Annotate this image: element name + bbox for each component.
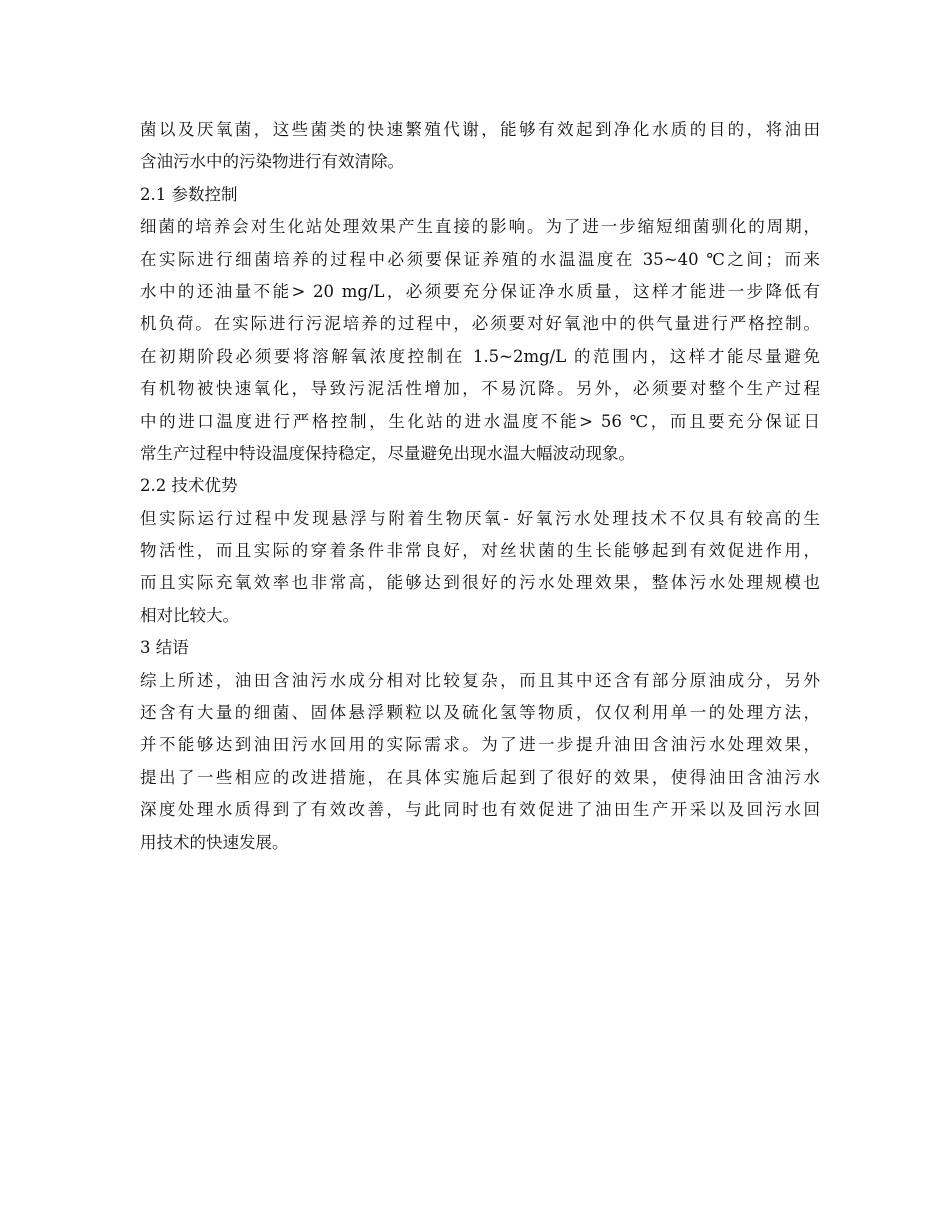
text-line: 物活性，而且实际的穿着条件非常良好，对丝状菌的生长能够起到有效促进作用，	[140, 541, 820, 561]
text-line: 机负荷。在实际进行污泥培养的过程中，必须要对好氧池中的供气量进行严格控制。	[140, 314, 820, 334]
text-line: 但实际运行过程中发现悬浮与附着生物厌氧- 好氧污水处理技术不仅具有较高的生	[140, 508, 820, 528]
section-2-1-heading	[140, 179, 820, 211]
text-line: 深度处理水质得到了有效改善，与此同时也有效促进了油田生产开采以及回污水回	[140, 800, 820, 820]
text-line: 并不能够达到油田污水回用的实际需求。为了进一步提升油田含油污水处理效果，	[140, 735, 820, 755]
text-line: 在初期阶段必须要将溶解氧浓度控制在 1.5~2mg/L 的范围内，这样才能尽量避免	[140, 346, 820, 366]
document-body	[140, 114, 820, 859]
section-3-heading	[140, 632, 820, 664]
text-line: 相对比较大。	[140, 605, 239, 625]
text-line: 还含有大量的细菌、固体悬浮颗粒以及硫化氢等物质，仅仅利用单一的处理方法，	[140, 703, 820, 723]
text-line: 有机物被快速氧化，导致污泥活性增加，不易沉降。另外，必须要对整个生产过程	[140, 379, 820, 399]
conclusion-paragraph	[140, 665, 820, 859]
section-heading: 2.1 参数控制	[140, 184, 238, 204]
text-line: 在实际进行细菌培养的过程中必须要保证养殖的水温温度在 35~40 ℃之间；而来	[140, 249, 820, 269]
section-2-2-heading	[140, 470, 820, 502]
text-line: 常生产过程中特设温度保持稳定，尽量避免出现水温大幅波动现象。	[140, 443, 635, 463]
text-line: 提出了一些相应的改进措施，在具体实施后起到了很好的效果，使得油田含油污水	[140, 767, 820, 787]
text-line: 菌以及厌氧菌，这些菌类的快速繁殖代谢，能够有效起到净化水质的目的，将油田	[140, 120, 820, 139]
section-2-1-paragraph	[140, 211, 820, 470]
section-2-2-paragraph	[140, 503, 820, 633]
text-line: 中的进口温度进行严格控制，生化站的进水温度不能> 56 ℃，而且要充分保证日	[140, 411, 820, 431]
section-heading: 3 结语	[140, 638, 189, 658]
text-line: 而且实际充氧效率也非常高，能够达到很好的污水处理效果，整体污水处理规模也	[140, 573, 820, 593]
text-line: 细菌的培养会对生化站处理效果产生直接的影响。为了进一步缩短细菌驯化的周期，	[140, 217, 820, 237]
intro-paragraph-continued	[140, 114, 820, 179]
section-heading: 2.2 技术优势	[140, 476, 238, 496]
text-line: 用技术的快速发展。	[140, 832, 289, 852]
text-line: 水中的还油量不能> 20 mg/L，必须要充分保证净水质量，这样才能进一步降低有	[140, 281, 820, 301]
text-line: 含油污水中的污染物进行有效清除。	[140, 152, 404, 172]
text-line: 综上所述，油田含油污水成分相对比较复杂，而且其中还含有部分原油成分，另外	[140, 670, 820, 690]
